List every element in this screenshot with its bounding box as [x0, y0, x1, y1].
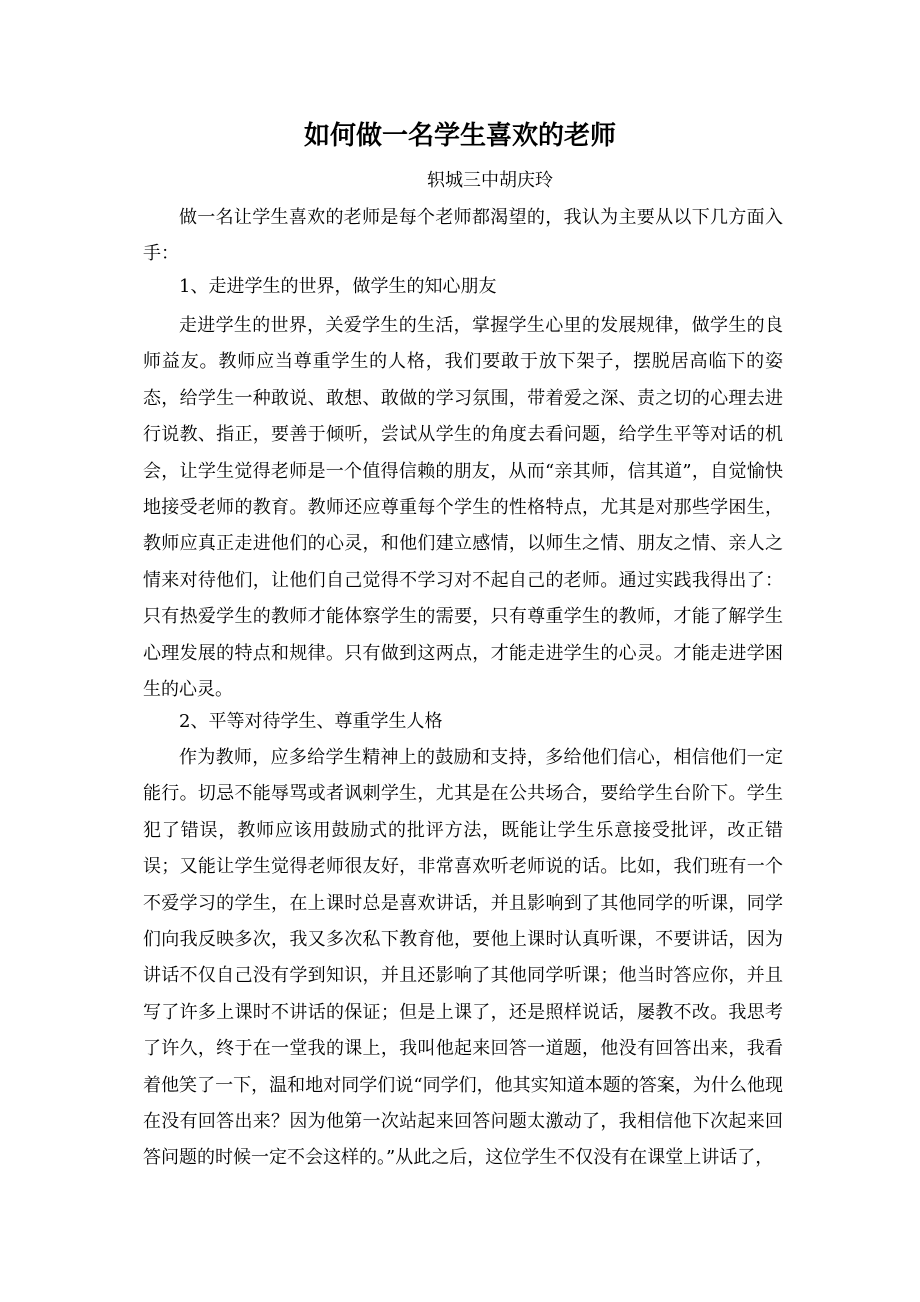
- intro-paragraph: 做一名让学生喜欢的老师是每个老师都渴望的，我认为主要从以下几方面入手：: [143, 207, 783, 265]
- section-heading-2: 2、平等对待学生、尊重学生人格: [179, 711, 443, 732]
- section-body-1: 走进学生的世界，关爱学生的生活，掌握学生心里的发展规律，做学生的良师益友。教师应当尊重学生的人格，我们要敢于放下架子，摆脱居高临下的姿态，给学生一种敢说、敢想、敢做的学习氛围，带着爱之深、责之切的心理去进行说教、指正，要善于倾听，尝试从学生的角度去看问题，给学生平等对话的机会，让学生觉得老师是一个值得信赖的朋友，从而“亲其师，信其道”，自觉愉快地接受老师的教育。教师还应尊重每个学生的性格特点，尤其是对那些学困生，教师应真正走进他们的心灵，和他们建立感情，以师生之情、朋友之情、亲人之情来对待他们，让他们自己觉得不学习对不起自己的老师。通过实践我得出了：只有热爱学生的教师才能体察学生的需要，只有尊重学生的教师，才能了解学生心理发展的特点和规律。只有做到这两点，才能走进学生的心灵。才能走进学困生的心灵。: [143, 315, 783, 701]
- section-heading-1: 1、走进学生的世界，做学生的知心朋友: [179, 276, 497, 297]
- author-line: 轵城三中胡庆玲: [427, 170, 553, 191]
- document-title: 如何做一名学生喜欢的老师: [303, 121, 616, 151]
- section-body-2: 作为教师，应多给学生精神上的鼓励和支持，多给他们信心，相信他们一定能行。切忌不能辱骂或者讽刺学生，尤其是在公共场合，要给学生台阶下。学生犯了错误，教师应该用鼓励式的批评方法，既能让学生乐意接受批评，改正错误；又能让学生觉得老师很友好，非常喜欢听老师说的话。比如，我们班有一个不爱学习的学生，在上课时总是喜欢讲话，并且影响到了其他同学的听课，同学们向我反映多次，我又多次私下教育他，要他上课时认真听课，不要讲话，因为讲话不仅自己没有学到知识，并且还影响了其他同学听课；他当时答应你，并且写了许多上课时不讲话的保证；但是上课了，还是照样说话，屡教不改。我思考了许久，终于在一堂我的课上，我叫他起来回答一道题，他没有回答出来，我看着他笑了一下，温和地对同学们说“同学们，他其实知道本题的答案，为什么他现在没有回答出来？因为他第一次站起来回答问题太激动了，我相信他下次起来回答问题的时候一定不会这样的。”从此之后，这位学生不仅没有在课堂上讲话了，: [143, 747, 783, 1169]
